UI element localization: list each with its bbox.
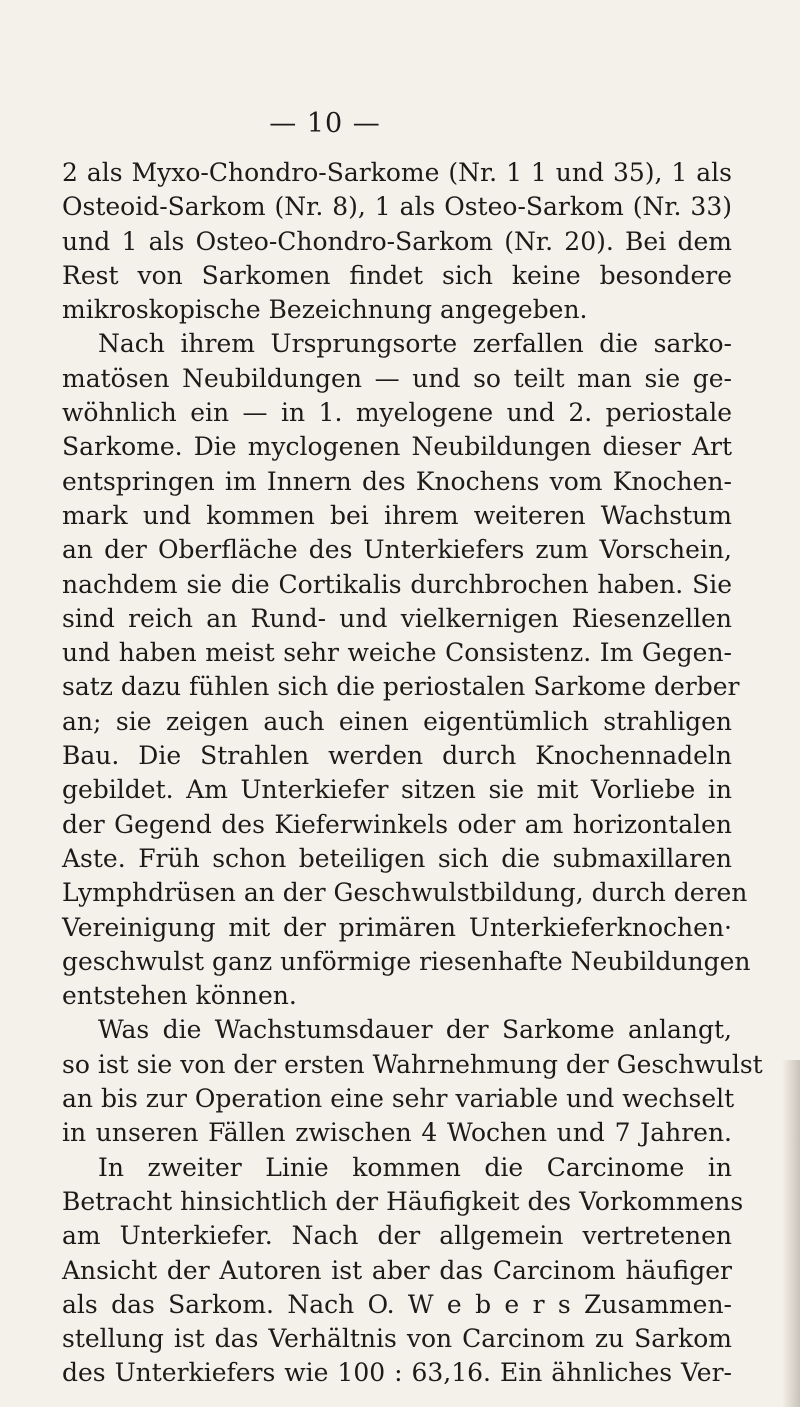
- text-line: satz dazu fühlen sich die periostalen Sarkome derber: [62, 672, 740, 702]
- text-line: sind reich an Rund- und vielkernigen Riesenzellen: [62, 603, 732, 633]
- text-line: und haben meist sehr weiche Consistenz. Im Gegen-: [62, 638, 732, 668]
- text-line: Rest von Sarkomen findet sich keine besondere: [62, 260, 732, 290]
- text-line: der Gegend des Kieferwinkels oder am horizontalen: [62, 809, 732, 839]
- text-line: matösen Neubildungen — und so teilt man sie ge-: [62, 363, 732, 393]
- text-line: Bau. Die Strahlen werden durch Knochennadeln: [62, 741, 732, 771]
- text-line: Aste. Früh schon beteiligen sich die submaxillaren: [62, 843, 732, 873]
- text-line: 2 als Myxo-Chondro-Sarkome (Nr. 1 1 und 35), 1 als: [62, 158, 732, 187]
- text-line: Osteoid-Sarkom (Nr. 8), 1 als Osteo-Sarkom (Nr. 33): [62, 192, 732, 222]
- text-line: stellung ist das Verhältnis von Carcinom zu Sarkom: [62, 1324, 732, 1354]
- text-line: am Unterkiefer. Nach der allgemein vertretenen: [62, 1221, 732, 1251]
- text-line: Ansicht der Autoren ist aber das Carcinom häufiger: [62, 1255, 732, 1285]
- text-line: und 1 als Osteo-Chondro-Sarkom (Nr. 20). Bei dem: [62, 226, 732, 256]
- text-line: des Unterkiefers wie 100 : 63,16. Ein ähnliches Ver-: [62, 1358, 732, 1388]
- text-line: Lymphdrüsen an der Geschwulstbildung, durch deren: [62, 878, 748, 908]
- text-line: an bis zur Operation eine sehr variable und wechselt: [62, 1084, 735, 1114]
- text-line: geschwulst ganz unförmige riesenhafte Neubildungen: [62, 946, 751, 976]
- text-line: als das Sarkom. Nach O. W e b e r s Zusammen-: [62, 1289, 732, 1319]
- text-line: entstehen können.: [62, 981, 297, 1011]
- page-number: — 10 —: [269, 108, 381, 139]
- page-edge-shadow: [782, 1060, 800, 1407]
- text-line: wöhnlich ein — in 1. myelogene und 2. periostale: [62, 398, 732, 428]
- text-line: an der Oberfläche des Unterkiefers zum Vorschein,: [62, 535, 732, 565]
- text-line: Nach ihrem Ursprungsorte zerfallen die sarko-: [98, 329, 732, 359]
- text-line: so ist sie von der ersten Wahrnehmung der Geschwulst: [62, 1049, 763, 1079]
- text-line: mikroskopische Bezeichnung angegeben.: [62, 295, 588, 325]
- text-line: in unseren Fällen zwischen 4 Wochen und 7 Jahren.: [62, 1118, 732, 1148]
- text-line: In zweiter Linie kommen die Carcinome in: [98, 1152, 732, 1182]
- text-line: mark und kommen bei ihrem weiteren Wachstum: [62, 500, 732, 530]
- text-line: entspringen im Innern des Knochens vom Knochen-: [62, 466, 732, 496]
- text-line: an; sie zeigen auch einen eigentümlich strahligen: [62, 706, 732, 736]
- text-line: Betracht hinsichtlich der Häufigkeit des Vorkommens: [62, 1186, 744, 1216]
- body-text: [62, 156, 763, 1391]
- text-line: Was die Wachstumsdauer der Sarkome anlangt,: [98, 1015, 732, 1045]
- text-line: Vereinigung mit der primären Unterkieferknochen·: [62, 912, 732, 942]
- text-line: nachdem sie die Cortikalis durchbrochen haben. Sie: [62, 569, 732, 599]
- text-line: gebildet. Am Unterkiefer sitzen sie mit Vorliebe in: [62, 775, 732, 805]
- text-line: Sarkome. Die myclogenen Neubildungen dieser Art: [62, 432, 732, 462]
